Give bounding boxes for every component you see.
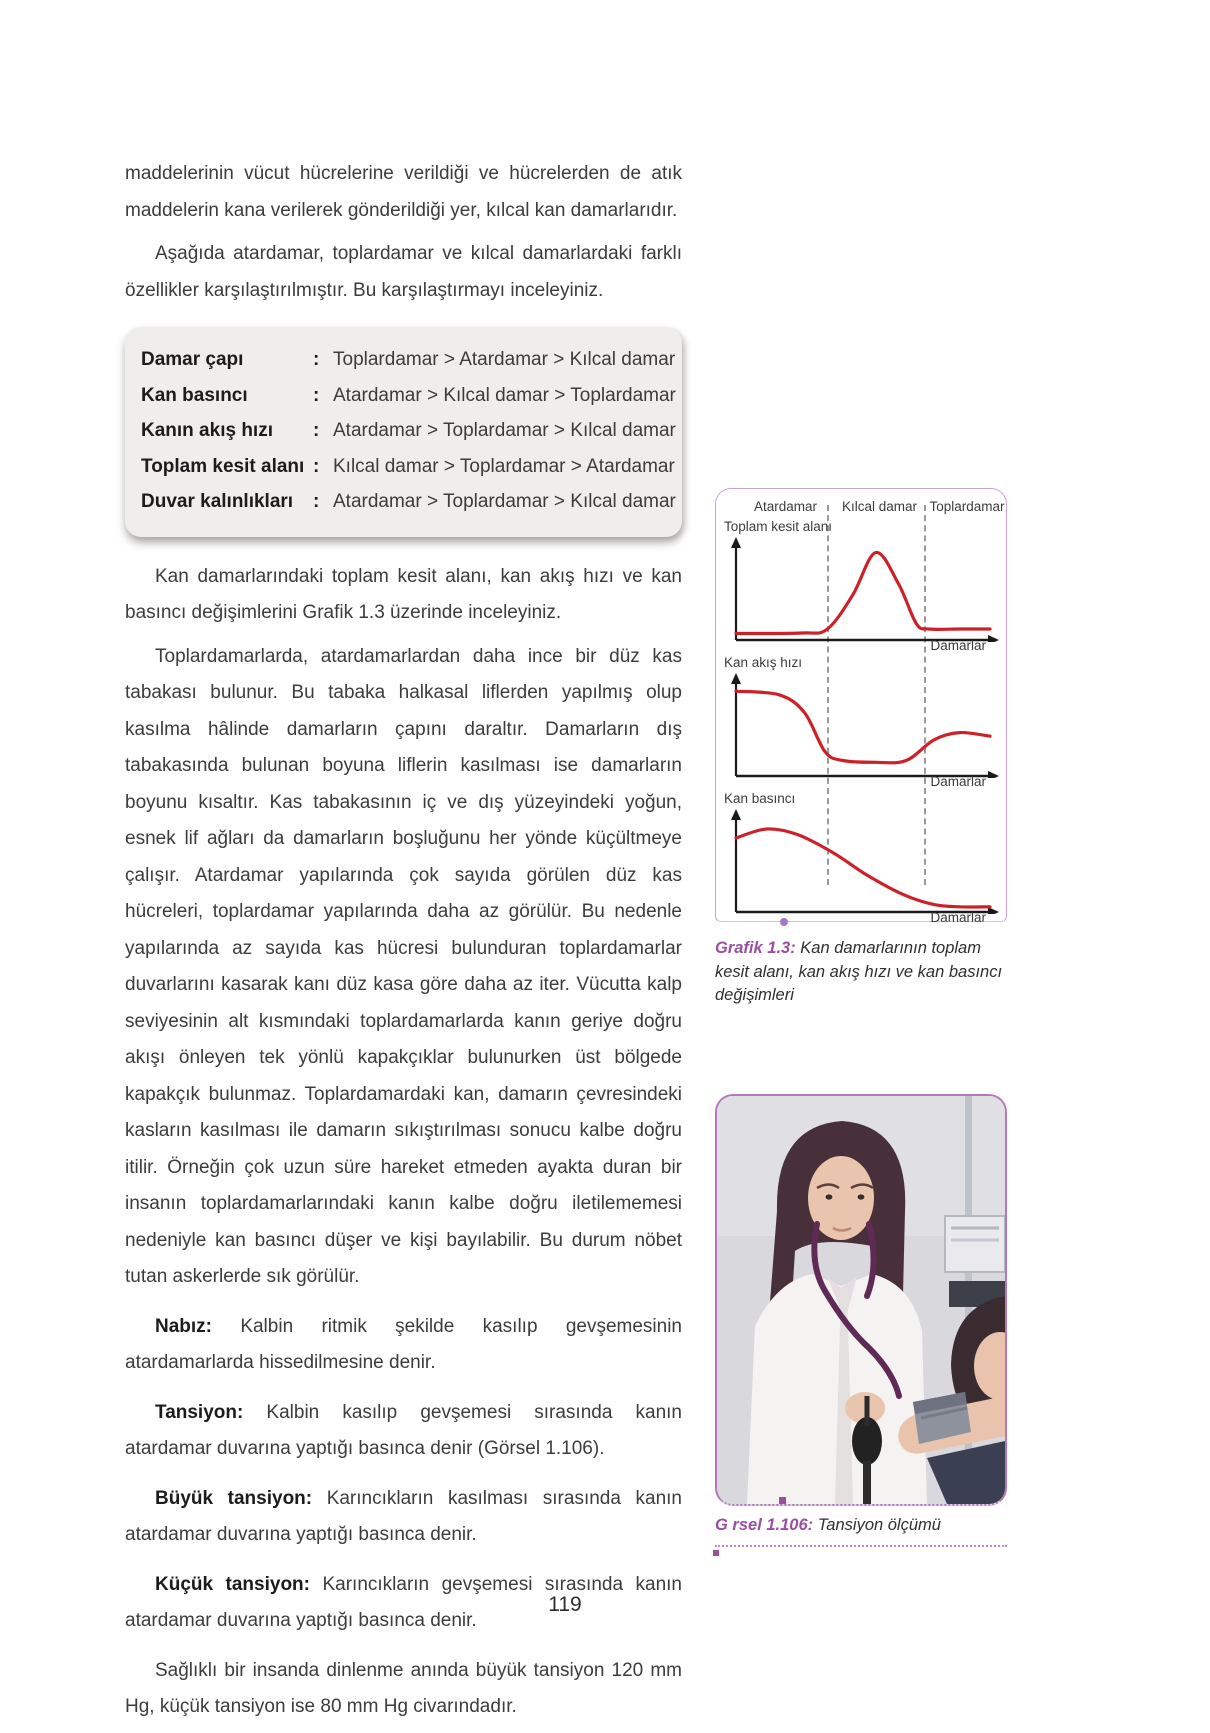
photo-caption (715, 1516, 1007, 1535)
x-axis-label: Damarlar (930, 774, 986, 789)
figure-column (715, 156, 1007, 1733)
comparison-colon: : (313, 349, 320, 370)
term-label: Tansiyon: (155, 1401, 244, 1423)
chart-blood-pressure (724, 791, 1000, 927)
comparison-label: Damar çapı (141, 349, 244, 370)
comparison-label: Kanın akış hızı (141, 420, 273, 441)
term-label: Küçük tansiyon: (155, 1573, 310, 1595)
paragraph-term-buyuk-tansiyon (125, 1481, 682, 1554)
y-axis-label: Toplam kesit alanı (724, 519, 833, 534)
photo-caption-label: G rsel 1.106: (715, 1515, 814, 1534)
comparison-row (141, 484, 676, 520)
chart-total-cross-section (724, 519, 1000, 655)
comparison-box (125, 327, 682, 537)
term-text: Kalbin kasılıp gevşemesi sırasında kanın atardamar duvarına yaptığı basınca denir (Görsel 1.106). (125, 1401, 682, 1459)
photo-caption-rule (715, 1545, 1007, 1555)
y-axis-label: Kan akış hızı (724, 655, 803, 670)
page-content (125, 156, 1007, 1733)
paragraph-healthy-values: Sağlıklı bir insanda dinlenme anında büyük tansiyon 120 mm Hg, küçük tansiyon ise 80 mm Hg civarındadır. (125, 1659, 682, 1717)
paragraph-intro: maddelerinin vücut hücrelerine verildiği ve hücrelerden de atık maddelerin kana verilerek gönderildiği yer, kılcal kan damarlarıdır. (125, 163, 682, 221)
comparison-colon: : (313, 420, 320, 441)
paragraph-graph-note: Kan damarlarındaki toplam kesit alanı, kan akış hızı ve kan basıncı değişimlerini Grafik 1.3 üzerinde inceleyiniz. (125, 565, 682, 623)
term-text: Karıncıkların gevşemesi sırasında kanın atardamar duvarına yaptığı basınca denir. (125, 1573, 682, 1631)
graph-panel (715, 488, 1007, 925)
vessel-region-headers (724, 497, 1005, 519)
chart-svg (724, 808, 1000, 914)
paragraph-compare-note: Aşağıda atardamar, toplardamar ve kılcal damarlardaki farklı özellikler karşılaştırılmıştır. Bu karşılaştırmayı inceleyiniz. (125, 243, 682, 301)
comparison-value: Kılcal damar > Toplardamar > Atardamar (333, 455, 675, 477)
term-text: Kalbin ritmik şekilde kasılıp gevşemesinin atardamarlarda hissedilmesine denir. (125, 1315, 682, 1373)
y-axis-label: Kan basıncı (724, 791, 796, 806)
curve-total-cross-section (736, 552, 990, 633)
chart-svg (724, 536, 1000, 642)
curve-blood-flow-speed (736, 691, 990, 763)
comparison-colon: : (313, 491, 320, 512)
comparison-colon: : (313, 455, 320, 477)
comparison-row (141, 378, 676, 414)
region-header-kilcal-damar: Kılcal damar (841, 499, 918, 514)
x-axis-label: Damarlar (930, 638, 986, 653)
graph-caption (715, 937, 1007, 1008)
region-header-toplardamar: Toplardamar (929, 499, 1005, 514)
comparison-label: Toplam kesit alanı (141, 455, 305, 477)
graph-caption-label: Grafik 1.3: (715, 939, 796, 957)
curve-blood-pressure (736, 829, 990, 907)
comparison-value: Atardamar > Kılcal damar > Toplardamar (333, 384, 676, 406)
paragraph-term-tansiyon (125, 1395, 682, 1468)
paragraph-term-nabiz (125, 1309, 682, 1382)
term-label: Büyük tansiyon: (155, 1487, 313, 1509)
comparison-row (141, 413, 676, 449)
photo-blood-pressure-measurement (715, 1094, 1007, 1506)
chart-svg (724, 672, 1000, 778)
region-header-atardamar: Atardamar (753, 499, 818, 514)
graph-caption-text: Kan damarlarının toplam kesit alanı, kan akış hızı ve kan basıncı değişimleri (715, 939, 1003, 1004)
x-axis-label: Damarlar (930, 910, 986, 925)
text-column (125, 156, 682, 1733)
comparison-row (141, 342, 676, 378)
comparison-value: Atardamar > Toplardamar > Kılcal damar (333, 420, 676, 441)
term-text: Karıncıkların kasılması sırasında kanın atardamar duvarına yaptığı basınca denir. (125, 1487, 682, 1545)
comparison-colon: : (313, 384, 320, 406)
comparison-value: Atardamar > Toplardamar > Kılcal damar (333, 491, 676, 512)
comparison-value: Toplardamar > Atardamar > Kılcal damar (333, 349, 676, 370)
chart-blood-flow-speed (724, 655, 1000, 791)
comparison-row (141, 449, 675, 485)
page-number: 119 (548, 1593, 582, 1616)
photo-caption-text: Tansiyon ölçümü (813, 1515, 941, 1534)
comparison-label: Kan basıncı (141, 384, 248, 406)
comparison-label: Duvar kalınlıkları (141, 491, 294, 512)
term-label: Nabız: (155, 1315, 212, 1337)
photo-illustration (717, 1096, 1005, 1504)
paragraph-veins: Toplardamarlarda, atardamarlardan daha ince bir düz kas tabakası bulunur. Bu tabaka halkasal liflerden yapılmış olup kasılma hâlinde damarların çapını daraltır. Damarların dış tabakasında bulunan boyuna liflerin kasılması ise damarların boyunu kısaltır. Kas tabakasının iç ve dış yüzeyindeki yoğun, esnek lif ağları da damarların boşluğunu her yönde küçültmeye çalışır. Atardamar yapılarında çok sayıda görülen düz kas hücreleri, toplardamar yapılarında daha az görülür. Bu nedenle yapılarında az sayıda kas hücresi bulunduran toplardamarlar duvarlarını kasarak kanı düz kasa göre daha az iter. Vücutta kalp seviyesinin alt kısmındaki toplardamarlarda kanın geriye doğru akışı önleyen tek yönlü kapakçıklar bulunurken üst bölgede kapakçık bulunmaz. Toplardamardaki kan, damarın çevresindeki kasların kasılması ile damarın sıkıştırılması sonucu kalbe doğru itilir. Örneğin çok uzun süre hareket etmeden ayakta duran bir insanın toplardamarlarındaki kanın kalbe doğru iletilememesi nedeniyle kan basıncı düşer ve kişi bayılabilir. Bu durum nöbet tutan askerlerde sık görülür. (125, 645, 682, 1287)
